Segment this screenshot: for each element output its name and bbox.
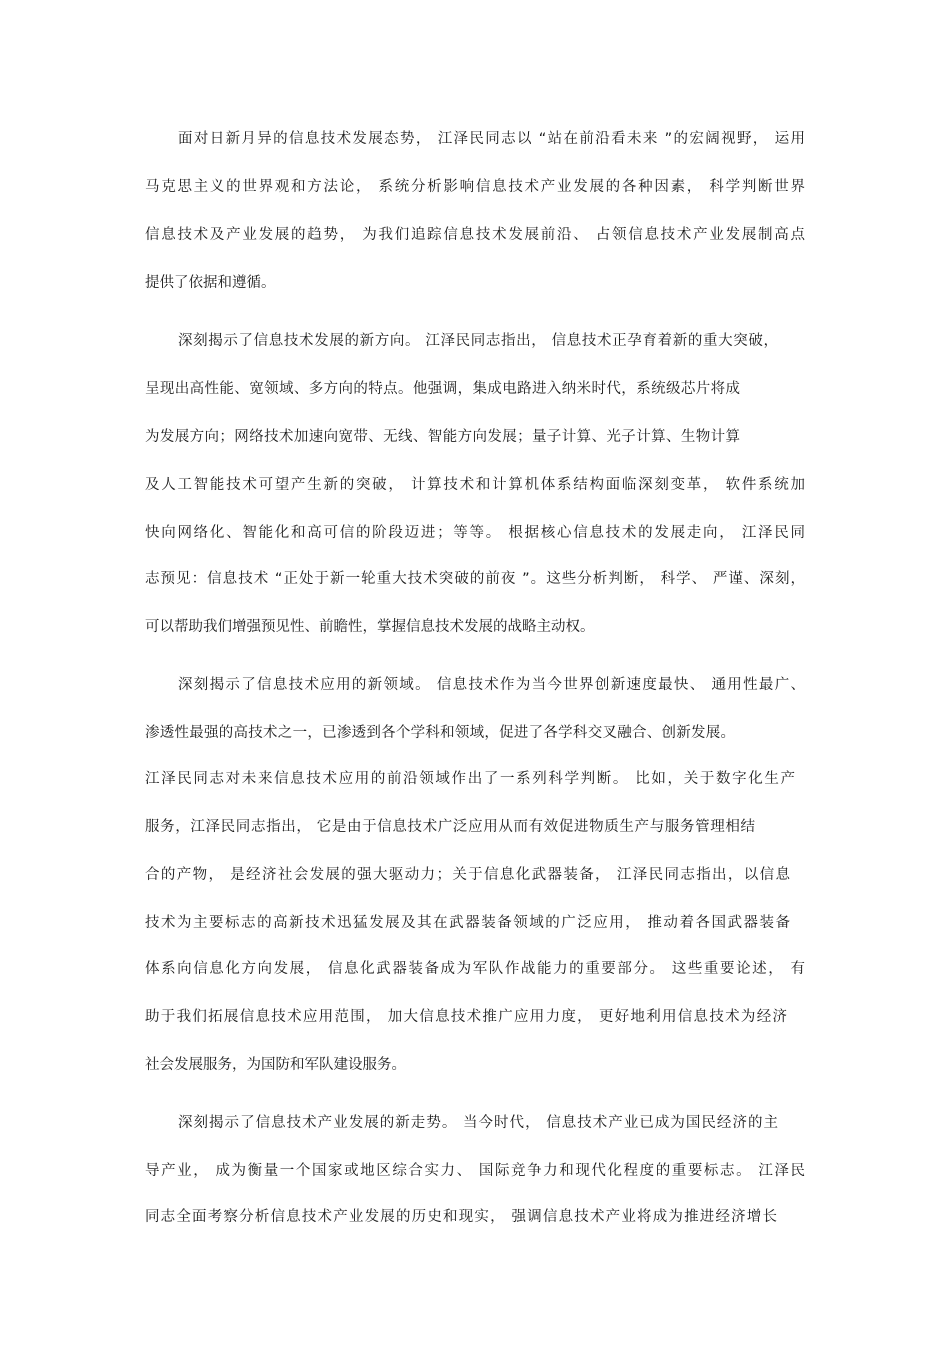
paragraph-1-line-3: 信息技术及产业发展的趋势， 为我们追踪信息技术发展前沿、 占领信息技术产业发展制高点 <box>145 227 805 243</box>
paragraph-2-line-4: 及人工智能技术可望产生新的突破， 计算技术和计算机体系结构面临深刻变革， 软件系统加 <box>145 477 805 493</box>
paragraph-2-line-2: 呈现出高性能、宽领域、多方向的特点。他强调，集成电路进入纳米时代，系统级芯片将成 <box>145 381 740 397</box>
paragraph-1-line-4: 提供了依据和遵循。 <box>145 275 276 291</box>
paragraph-3-line-5: 合的产物， 是经济社会发展的强大驱动力；关于信息化武器装备， 江泽民同志指出，以信息 <box>145 867 790 883</box>
paragraph-3-line-8: 助于我们拓展信息技术应用范围， 加大信息技术推广应用力度， 更好地利用信息技术为经济 <box>145 1009 787 1025</box>
paragraph-3-line-3: 江泽民同志对未来信息技术应用的前沿领域作出了一系列科学判断。 比如，关于数字化生产 <box>145 771 795 787</box>
paragraph-2-line-7: 可以帮助我们增强预见性、前瞻性，掌握信息技术发展的战略主动权。 <box>145 619 595 635</box>
paragraph-3-line-6: 技术为主要标志的高新技术迅猛发展及其在武器装备领域的广泛应用， 推动着各国武器装备 <box>145 915 790 931</box>
paragraph-2-line-5: 快向网络化、智能化和高可信的阶段迈进；等等。 根据核心信息技术的发展走向， 江泽民同 <box>145 525 805 541</box>
paragraph-2-line-3: 为发展方向；网络技术加速向宽带、无线、智能方向发展；量子计算、光子计算、生物计算 <box>145 429 740 445</box>
paragraph-4-line-2: 导产业， 成为衡量一个国家或地区综合实力、 国际竞争力和现代化程度的重要标志。 江泽民 <box>145 1163 805 1179</box>
paragraph-4-line-1: 深刻揭示了信息技术产业发展的新走势。 当今时代， 信息技术产业已成为国民经济的主 <box>178 1115 778 1131</box>
paragraph-1-line-2: 马克思主义的世界观和方法论， 系统分析影响信息技术产业发展的各种因素， 科学判断世界 <box>145 179 805 195</box>
paragraph-2-line-1: 深刻揭示了信息技术发展的新方向。 江泽民同志指出， 信息技术正孕育着新的重大突破， <box>178 333 778 349</box>
paragraph-3-line-7: 体系向信息化方向发展， 信息化武器装备成为军队作战能力的重要部分。 这些重要论述， 有 <box>145 961 805 977</box>
paragraph-2-line-6: 志预见：信息技术 “正处于新一轮重大技术突破的前夜 ”。这些分析判断， 科学、 严谨、深刻， <box>145 571 805 587</box>
paragraph-3-line-9: 社会发展服务，为国防和军队建设服务。 <box>145 1057 406 1073</box>
paragraph-3-line-1: 深刻揭示了信息技术应用的新领域。 信息技术作为当今世界创新速度最快、 通用性最广、 <box>178 677 805 693</box>
paragraph-4-line-3: 同志全面考察分析信息技术产业发展的历史和现实， 强调信息技术产业将成为推进经济增长 <box>145 1209 777 1225</box>
paragraph-3-line-4: 服务，江泽民同志指出， 它是由于信息技术广泛应用从而有效促进物质生产与服务管理相结 <box>145 819 755 835</box>
paragraph-1-line-1: 面对日新月异的信息技术发展态势， 江泽民同志以 “站在前沿看未来 ”的宏阔视野， 运用 <box>178 131 805 147</box>
paragraph-3-line-2: 渗透性最强的高技术之一，已渗透到各个学科和领域，促进了各学科交叉融合、创新发展。 <box>145 725 735 741</box>
